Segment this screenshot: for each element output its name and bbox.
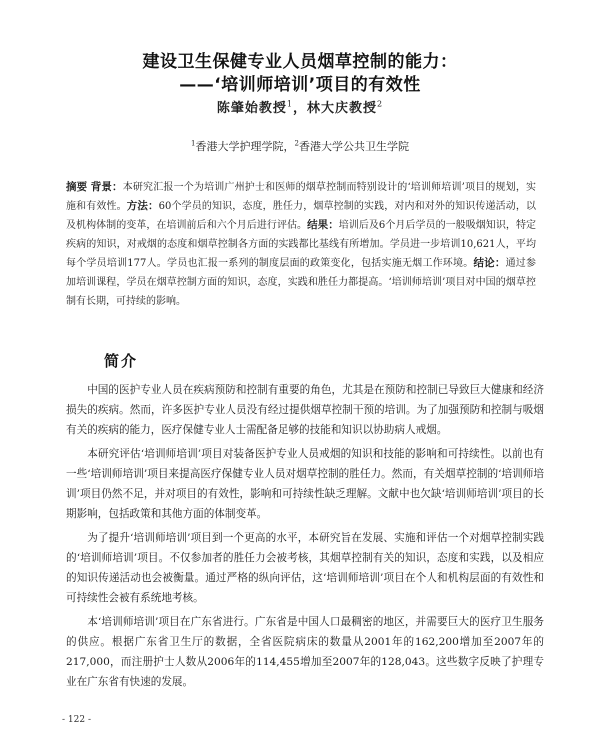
affiliations	[0, 138, 600, 154]
affiliation-marker: 2	[294, 139, 299, 148]
body-paragraph: 为了提升‘培训师培训’项目到一个更高的水平，本研究旨在发展、实施和评估一个对烟草控制实践的‘培训师培训’项目。不仅参加者的胜任力会被考核，其烟草控制有关的知识，态度和实践，以及相应的知识传递活动也会被衡量。通过严格的纵向评估，这‘培训师培训’项目在个人和机构层面的有效性和可持续性会被有系统地考核。	[66, 532, 544, 604]
abstract-label: 摘要	[66, 181, 88, 193]
abstract-background-text: 本研究汇报一个为培训广州护士和医师的烟草控制而特别设计的‘培训师培训’项目的规划，实施和有效性。	[66, 182, 537, 212]
abstract-conclusion-text: 通过参加培训课程，学员在烟草控制方面的知识，态度，实践和胜任力都提高。‘培训师培训’项目对中国的烟草控制有长期，可持续的影响。	[66, 258, 537, 307]
abstract-results-text: 培训后及6个月后学员的一般吸烟知识，特定疾病的知识，对戒烟的态度和烟草控制各方面的实践都比基线有所增加。学员进一步培训10,621人，平均每个学员培训177人。学员也汇报一系列的制度层面的政策变化，包括实施无烟工作环境。	[66, 220, 536, 269]
author-name: 林大庆教授	[307, 101, 378, 116]
body-paragraph: 本‘培训师培训’项目在广东省进行。广东省是中国人口最稠密的地区，并需要巨大的医疗卫生服务的供应。根据广东省卫生厅的数据，全省医院病床的数量从2001年的162,200增加至2007年的217,000，而注册护士人数从2006年的114,455增加至2007年的128,043。这些数字反映了护理专业在广东省有快速的发展。	[66, 616, 544, 688]
affiliation-name: 香港大学公共卫生学院	[298, 140, 409, 153]
abstract-method-text: 60个学员的知识，态度，胜任力，烟草控制的实践，对内和对外的知识传递活动，以及机构体制的变革，在培训前后和六个月后进行评估。	[66, 201, 537, 231]
affiliation-name: 香港大学护理学院，	[195, 140, 295, 153]
abstract-method-label: 方法：	[126, 200, 159, 212]
introduction-body	[66, 380, 544, 696]
body-paragraph: 中国的医护专业人员在疾病预防和控制有重要的角色，尤其是在预防和控制已导致巨大健康和经济损失的疾病。然而，许多医护专业人员没有经过提供烟草控制干预的培训。为了加强预防和控制与吸烟有关的疾病的能力，医疗保健专业人士需配备足够的技能和知识以协助病人戒烟。	[66, 384, 544, 436]
abstract-results-label: 结果：	[307, 219, 339, 231]
author-affil-marker: 1	[286, 99, 293, 109]
author-list	[0, 97, 600, 116]
abstract-conclusion-label: 结论：	[473, 257, 506, 269]
page-number: - 122 -	[62, 715, 91, 725]
author-name: 陈肇始教授	[216, 101, 287, 116]
abstract-background-label: 背景：	[90, 181, 123, 193]
body-paragraph: 本研究评估‘培训师培训’项目对装备医护专业人员戒烟的知识和技能的影响和可持续性。以前也有一些‘培训师培训’项目来提高医疗保健专业人员对烟草控制的胜任力。然而，有关烟草控制的‘培训师培训’项目仍然不足，并对项目的有效性，影响和可持续性缺乏理解。文献中也欠缺‘培训师培训’项目的长期影响，包括政策和其他方面的体制变革。	[66, 448, 544, 520]
section-heading-introduction: 简介	[104, 352, 139, 370]
paper-title-line-1: 建设卫生保健专业人员烟草控制的能力：	[142, 52, 458, 72]
author-separator: ，	[292, 101, 307, 116]
affiliation-marker: 1	[191, 139, 196, 148]
paper-title-line-2: ——‘培训师培训’项目的有效性	[179, 75, 421, 95]
author-affil-marker: 2	[377, 99, 384, 109]
abstract	[66, 178, 536, 311]
